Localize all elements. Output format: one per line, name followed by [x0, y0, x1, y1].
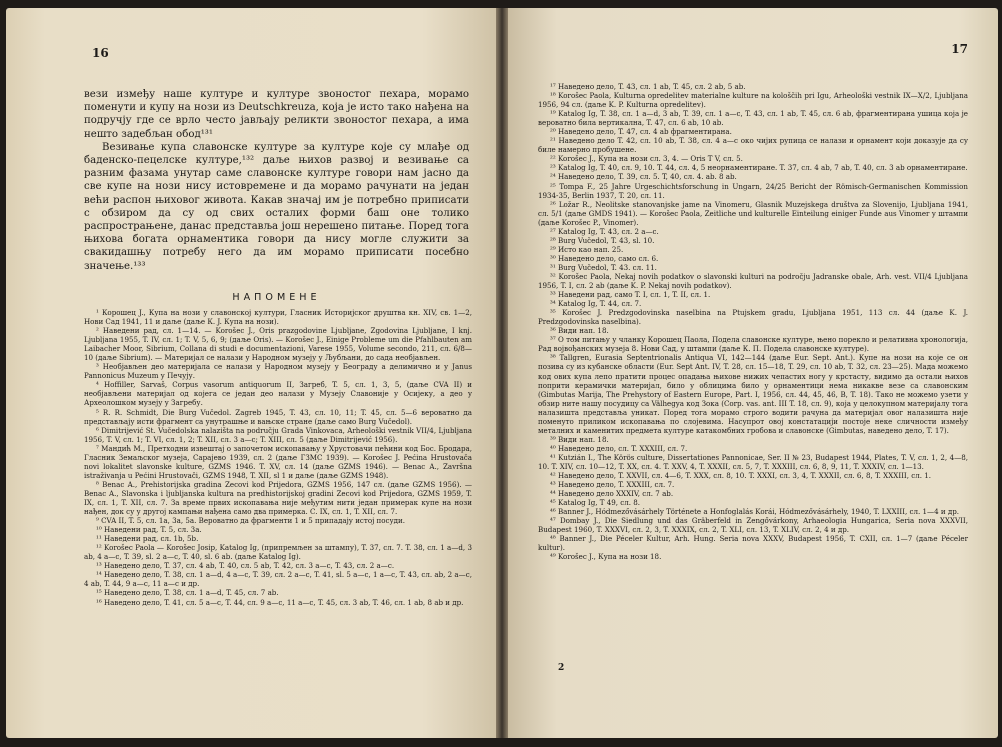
footnote: ²² Korošec J., Купа на нози сл. 3, 4. — Oris T V, сл. 5. — [550, 154, 743, 164]
footnote: ⁹ CVA II, T. 5, сл. 1а, 3а, 5а. Вероватно да фрагменти 1 и 5 припадају истој посуди. — [96, 516, 406, 526]
footnote: ³² Korošec Paola, Nekaj novih podatkov o slavonski kulturi na področju Jadranske obale, Arh. vest. VII/4 Ljubljana 1956, T. I, сл. 2 аb (даље K. P. Nekaj novih podatkov). — [538, 271, 968, 291]
footnote: ⁴⁸ Banner J., Die Péceler Kultur, Arh. Hung. Seria nova XXXV, Budapest 1956, T. CXII, сл. 1—7 (даље Péceler kultur). — [538, 534, 968, 553]
footnote: ² Наведени рад, сл. 1—14. — Korošec J., Oris prazgodovine Ljubljane, Zgodovina Ljubljane, I knj. Ljubljana 1955, T. IV, сл. 1; T. V, 5, 6, 9; (даље Oris). — Korošec J., Einige Probleme um die Pfahlbauten am Laibacher Moor, Sibrium, Collana di studi e documentazioni, Varese 1955, Volume secondo, 211, сл. 6/8—10 (даље Sibrium). — Материјал се налази у Народном музеју у Љубљани, до сада необјављен. — [84, 326, 472, 363]
book-gutter — [496, 8, 508, 738]
footnote: ³³ Наведени рад, само T. I, сл. 1, T. II, сл. 1. — [550, 290, 711, 300]
footnote: ⁷ Мандић М., Претходни извештај о започетом ископавању у Хрустовачи пећини код Бос. Бродара, Гласник Земаљског музеја, Сарајево 1939, сл. 2 (даље ГЗМС 1939). — Korošec J. Pećina Hrustovača novi lokalitet slavonske kulture, GZMS 1946. T. XV, сл. 14 (даље GZMS 1946). — Benac A., Završna istraživanja u Pećini Hrustovači, GZMS 1948, T. XII, sl 1 и даље (даље GZMS 1948). — [84, 443, 472, 480]
notes-heading: НАПОМЕНЕ — [232, 292, 321, 303]
right-page — [508, 8, 998, 738]
footnote: ³⁵ Korošec J. Predzgodovinska naselbina na Ptujskem gradu, Ljubljana 1951, 113 сл. 44 (даље K. J. Predzgodovinska naselbina). — [538, 308, 968, 327]
footnote: ⁴ Hoffiller, Sarvaš, Corpus vasorum antiquorum II, Загреб, T. 5, сл. 1, 3, 5, (даље CVA II) и необјављени материјал од којега се један део налази у Музеју Славоније у Осијеку, а део у Археолошком музеју у Загребу. — [84, 380, 472, 408]
body-text — [84, 88, 469, 273]
footnote: ⁴⁰ Наведено дело, сл. T. XXXIII, сл. 7. — [550, 443, 688, 453]
footnote: ³⁰ Наведено дело, само сл. 6. — [550, 253, 659, 263]
notes-left — [84, 308, 472, 607]
footnote: ¹⁹ Katalog Ig, T. 38, сл. 1 а—d, 3 аb, T. 39, сл. 1 а—c, T. 43, сл. 1 аb, T. 45, сл. 6 аb, фрагментирана ушица која је вероватно била вертикална, T. 47, сл. 6 аb, 10 аb. — [538, 109, 968, 128]
footnote: ²⁷ Katalog Ig, T. 43, сл. 2 а—c. — [550, 226, 659, 236]
footnote: ²⁰ Наведено дело, T. 47, сл. 4 аb фрагментирана. — [550, 127, 732, 137]
footnote: ¹ Коpошец J., Купа на нози у славонској култури, Гласник Историјског друштва кн. XIV, св. 1—2, Нови Сад 1941, 11 и даље (даље К. J. Купа на нози). — [84, 308, 472, 327]
footnote: ³⁴ Katalog Ig, T. 44, сл. 7. — [550, 299, 642, 309]
paragraph-2: Везивање купа славонске културе за културе које су млађе од баденско-пецелске културе,¹³² даље њихов развој и везивање са разним фазама унутар саме славонске културе говори нам јасно да све купе на нози нису истовремене и да морамо рачунати на један већи распон њиховог живота. Какав значај им је потребно приписати с обзиром да су од свих осталих форми баш оне толико распрострањене, данас представља још нерешено питање. Поред тога њихова богата орнаментика говори да нису могле служити за свакидашњу потребу него да им морамо приписати посебно значење.¹³³ — [84, 141, 469, 272]
footnote: ¹⁵ Наведено дело, T. 38, сл. 1 а—d, T. 45, сл. 7 аb. — [96, 588, 279, 598]
page-number-left: 16 — [92, 46, 109, 60]
footnote: ⁴⁵ Katalog Ig, T 49, сл. 8. — [550, 498, 641, 508]
footnote: ²⁹ Исто као нап. 25. — [550, 244, 624, 254]
footnote: ⁴⁹ Korošec J., Купа на нози 18. — [550, 552, 662, 562]
footnote: ³⁸ Tallgren, Eurasia Septentrionalis Antiqua VI, 142—144 (даље Eur. Sept. Ant.). Купе на нози на које се он позива су из кубанске области (Eur. Sept Ant. IV, T. 28, сл. 15—18, T. 29, сл. 10 аb, T. 32, сл. 23—25). Мада можемо код ових купа лепо пратити процес опадања њихове нижих чепастих ногу у крстасту, видимо да остали њихов поприти керамички материјал, било у облицима било у орнаментици нема никакве везе са славонским (Gimbutas Marija, The Prehystory of Eastern Europe, Part. I, 1956, сл. 44, 45, 46, B, T. 18). Тако не можемо узети у обзир ните нашу посудицу са Välhegya код Зока (Corp. vas. ant. III T. 18, сл. 9), која у целокупном материјалу тога налазишта представља уникат. Поред тога морамо строго водити рачуна да материјал овог налазишта није поменуто приликом ископавања по слојевима. Насупрот овој констатацији постоје неке сличности између металних и каменитих предмета културе катакомбних гробова и славонске (Gimbutas, наведено дело, T. 17). — [538, 353, 968, 435]
footnote: ⁴² Наведено дело, T. XXVII, сл. 4—6, T. XXX, сл. 8, 10. T. XXXI, сл. 3, 4, T. XXXII, сл. 6, 8, T. XXXIII, сл. 1. — [550, 471, 931, 481]
footnote: ¹⁷ Наведено дело, T. 43, сл. 1 аb, T. 45, сл. 2 аb, 5 аb. — [550, 82, 746, 91]
footnote: ¹³ Наведено дело, T. 37, сл. 4 аb, T. 40, сл. 5 аb, T. 42, сл. 3 а—c, T. 43, сл. 2 а—c. — [96, 561, 395, 571]
footnote: ¹⁸ Korošec Paola, Kulturna opredelitev materialne kulture na kološčih pri Igu, Arheološki vestnik IX—X/2, Ljubljana 1956, 94 сл. (даље K. P. Kulturna opredelitev). — [538, 91, 968, 110]
footnote: ²⁴ Наведено дело, T. 39, сл. 5. T, 40, сл. 4. аb. 8 аb. — [550, 172, 737, 182]
page-number-right: 17 — [951, 42, 968, 56]
footnote: ³¹ Burg Vučedol, T. 43. сл. 11. — [550, 262, 657, 272]
signature-mark: 2 — [558, 663, 565, 673]
footnote: ¹² Korošec Paola — Korošec Josip, Katalog Ig, (припремљен за штампу), T. 37, сл. 7. T. 38, сл. 1 а—d, 3 аb, 4 а—c, T. 39, sl. 2 а—c, T. 40, sl. 6 аb. (даље Katalog Ig). — [84, 543, 472, 562]
footnote: ⁴¹ Kutzián I., The Körös culture, Dissertationes Pannonicae, Ser. II № 23, Budapest 1944, Plates, T. V, сл. 1, 2, 4—8, 10. T. XIV, сл. 10—12, T. XX, сл. 4. T. XXV, 4, T. XXXII, сл. 5, 7, T. XXXIII, сл. 6, 8, 9, 11, T. XXXIV, сл. 1—13. — [538, 452, 968, 471]
footnote: ³⁹ Види нап. 18. — [550, 434, 609, 444]
footnote: ⁶ Dimitrijević St. Vučedolska nalazišta na području Grada Vinkovaca, Arheološki vestnik VII/4, Ljubljana 1956, T. V, сл. 1; T. VI, сл. 1, 2; T. XII, сл. 3 а—c; T. XIII, сл. 5 (даље Dimitrijević 1956). — [84, 425, 472, 444]
notes-right — [538, 82, 968, 561]
footnote: ⁴⁷ Dombay J., Die Siedlung und das Gräberfeld in Zengővárkony, Arhaeologia Hungarica, Seria nova XXXVII, Budapest 1960, T. XXXVI, сл. 2, 3, T. XXXIX, сл. 2, T. XLI, сл. 13, T. XLIV, сл. 2, 4 и др. — [538, 516, 968, 535]
left-page — [6, 8, 496, 738]
footnote: ⁴³ Наведено дело, T. XXXIII, сл. 7. — [550, 480, 675, 490]
footnote: ¹⁰ Наведени рад, T. 5, сл. 3а. — [96, 525, 202, 535]
footnote: ⁵ R. R. Schmidt, Die Burg Vučedol. Zagreb 1945, T. 43, сл. 10, 11; T. 45, сл. 5—6 вероватно да представљају исти фрагмент са унутрашње и вањске стране (даље само Burg Vučedol). — [84, 407, 472, 426]
footnote: ¹¹ Наведени рад, сл. 1b, 5b. — [96, 534, 199, 544]
footnote: ²³ Katalog Ig, T. 40, сл. 9, 10. T. 44, сл. 4, 5 неорнаментиране. T. 37, сл. 4 аb, 7 аb, T. 40, сл. 3 аb орнаментиране. — [550, 163, 968, 173]
footnote: ²¹ Наведено дело T. 42, сл. 10 аb, T. 38, сл. 4 а—c око чијих рупица се налази и орнамент који доказује да су биле намерно пробушене. — [538, 136, 968, 155]
footnote: ²⁸ Burg Vučedol, T. 43, sl. 10. — [550, 235, 655, 245]
footnote: ¹⁴ Наведено дело, T. 38, сл. 1 а—d, 4 а—c, T. 39, сл. 2 а—c, T. 41, sl. 5 а—c, 1 а—c, T. 43, сл. аb, 2 а—c, 4 аb, T. 44, 9 а—c, 11 а—c и др. — [84, 570, 472, 589]
footnote: ²⁶ Ložar R., Neolitske stanovanjske jame na Vinomeru, Glasnik Muzejskega društva za Slovenijo, Ljubljana 1941, сл. 5/1 (даље GMDS 1941). — Korošec Paola, Zeitliche und kulturelle Einteilung einiger Funde aus Vinomer у штампи (даље Korošec P., Vinomer). — [538, 199, 968, 227]
footnote: ³ Необјављен део материјала се налази у Народном музеју у Београду а делимично и у Janus Pannonicus Muzeum у Печују. — [84, 362, 472, 381]
footnote: ²⁵ Tompa F., 25 Jahre Urgeschichtsforschung in Ungarn, 24/25 Bericht der Römisch-Germanischen Kommission 1934-35, Berlin 1937, T. 20, сл. 11. — [538, 181, 968, 200]
footnote: ¹⁶ Наведено дело, T. 41, сл. 5 а—c, T. 44, сл. 9 а—c, 11 а—c, T. 45, сл. 3 аb, T. 46, сл. 1 аb, 8 аb и др. — [96, 597, 464, 607]
footnote: ³⁷ О том питању у чланку Корошец Паола, Подела славонске културе, њено порекло и релативна хронологија, Рад војвођанских музеја 8. Нови Сад, у штампи (даље К. П. Подела славонске културе). — [538, 335, 968, 354]
footnote: ⁴⁴ Наведено дело XXXIV, сл. 7 аb. — [550, 489, 674, 499]
paragraph-1: вези између наше културе и културе звоностог пехара, морамо поменути и купу на нози из Deutschkreuza, која је исто тако нађена на подручју где се врло често јављају реликти звоностог пехара, а има нешто задебљан обод¹³¹ — [84, 89, 469, 140]
footnote: ³⁶ Види нап. 18. — [550, 326, 609, 336]
footnote: ⁴⁶ Banner J., Hódmezővásárhely Története a Honfoglalás Korái, Hódmezővásárhely, 1940, T. LXXIII, сл. 1—4 и др. — [550, 507, 960, 517]
footnote: ⁸ Benac A., Prehistorijska gradina Zecovi kod Prijedora, GZMS 1956, 147 сл. (даље GZMS 1956). — Benac A., Slavonska i ljubljanska kultura na predhistorijskoj gradini Zecovi kod Prijedora, GZMS 1959, T. IX, сл. 1, T. XII, сл. 7. За време првих ископавања није међутим нити један примерак купе на нози нађен, док су у другој кампањи нађена само два примерка. C. IX, сл. 1, T. XII, сл. 7. — [84, 479, 472, 517]
